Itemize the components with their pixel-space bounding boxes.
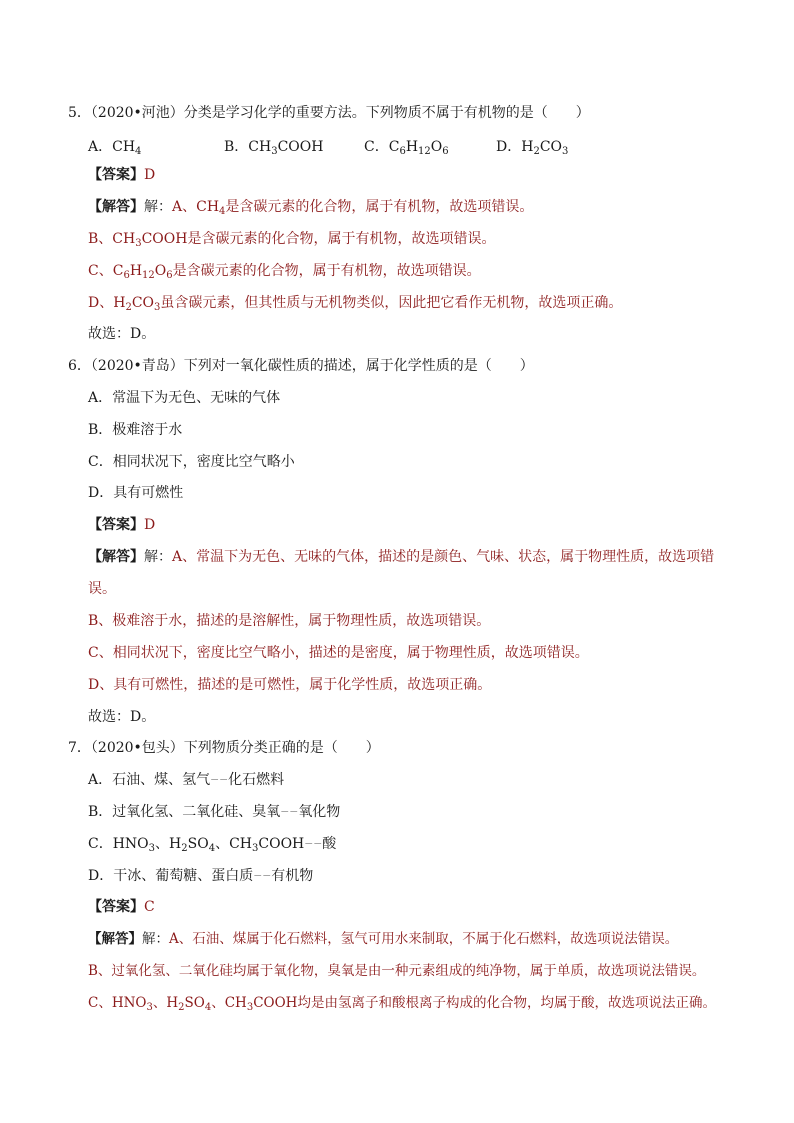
jieda-lead: 解：: [144, 199, 172, 215]
question-5-conclusion: 故选：D。: [88, 326, 156, 342]
question-6-stem: 6．（2020•青岛）下列对一氧化碳性质的描述，属于化学性质的是（ ）: [68, 358, 534, 374]
jieda-tag: 【解答】: [88, 931, 142, 947]
question-6-option-b: B．极难溶于水: [88, 422, 183, 438]
question-7-option-c: C．$HNO_3$、$H_2SO_4$、$CH_3COOH--$酸: [88, 836, 337, 854]
question-5-explanation-d: D、$H_2CO_3$虽含碳元素，但其性质与无机物类似，因此把它看作无机物，故选项正确。: [88, 295, 623, 313]
question-5-explanation-c: C、$C_6H_{12}O_6$是含碳元素的化合物，属于有机物，故选项错误。: [88, 263, 481, 281]
question-6-answer: [88, 516, 155, 534]
answer-value: D: [144, 517, 156, 533]
explanation-text: A、常温下为无色、无味的气体，描述的是颜色、气味、状态，属于物理性质，故选项错: [172, 549, 715, 565]
jieda-tag: 【解答】: [88, 549, 144, 565]
jieda-tag: 【解答】: [88, 199, 144, 215]
question-7-option-b: B．过氧化氢、二氧化硅、臭氧－－氧化物: [88, 804, 341, 820]
question-5-option-a: A．$CH_4$: [88, 139, 142, 157]
question-6-option-a: A．常温下为无色、无味的气体: [88, 390, 281, 406]
question-7-explanation-c: C、$HNO_3$、$H_2SO_4$、$CH_3COOH$均是由氢离子和酸根离子构成的化合物，均属于酸，故选项说法正确。: [88, 995, 716, 1013]
question-5-option-d: D．$H_2CO_3$: [496, 139, 569, 157]
question-5-explanation-a: [88, 198, 533, 216]
question-6-option-d: D．具有可燃性: [88, 485, 184, 501]
answer-tag: 【答案】: [88, 167, 144, 183]
jieda-lead: 解：: [144, 549, 172, 565]
question-5-option-c: C．$C_6H_{12}O_6$: [364, 139, 449, 157]
question-6-explanation-d: D、具有可燃性，描述的是可燃性，属于化学性质，故选项正确。: [88, 677, 492, 693]
question-7-option-a: A．石油、煤、氢气－－化石燃料: [88, 772, 285, 788]
answer-value: C: [144, 899, 155, 915]
question-5-option-b: B．$CH_3COOH$: [224, 139, 324, 157]
question-5-stem: 5．（2020•河池）分类是学习化学的重要方法。下列物质不属于有机物的是（ ）: [68, 105, 590, 121]
question-6-option-c: C．相同状况下，密度比空气略小: [88, 454, 295, 470]
answer-value: D: [144, 167, 156, 183]
question-7-option-d: D．干冰、葡萄糖、蛋白质－－有机物: [88, 868, 314, 884]
question-7-explanation-a: [88, 930, 678, 948]
question-6-explanation-c: C、相同状况下，密度比空气略小，描述的是密度，属于物理性质，故选项错误。: [88, 645, 589, 661]
question-7-explanation-b: B、过氧化氢、二氧化硅均属于氧化物，臭氧是由一种元素组成的纯净物，属于单质，故选项说法错误。: [88, 963, 706, 979]
question-7-stem: 7．（2020•包头）下列物质分类正确的是（ ）: [68, 740, 380, 756]
jieda-lead: 解：: [142, 931, 169, 947]
explanation-text: A、$CH_4$是含碳元素的化合物，属于有机物，故选项错误。: [172, 199, 534, 217]
question-5-answer: [88, 166, 155, 184]
question-6-explanation-b: B、极难溶于水，描述的是溶解性，属于物理性质，故选项错误。: [88, 613, 491, 629]
question-7-answer: [88, 898, 155, 916]
question-6-explanation-a-cont: 误。: [88, 581, 116, 597]
question-6-conclusion: 故选：D。: [88, 709, 156, 725]
explanation-text: A、石油、煤属于化石燃料，氢气可用水来制取，不属于化石燃料，故选项说法错误。: [169, 931, 679, 947]
question-5-explanation-b: B、$CH_3COOH$是含碳元素的化合物，属于有机物，故选项错误。: [88, 231, 496, 249]
answer-tag: 【答案】: [88, 899, 144, 915]
question-6-explanation-a: [88, 548, 714, 566]
answer-tag: 【答案】: [88, 517, 144, 533]
